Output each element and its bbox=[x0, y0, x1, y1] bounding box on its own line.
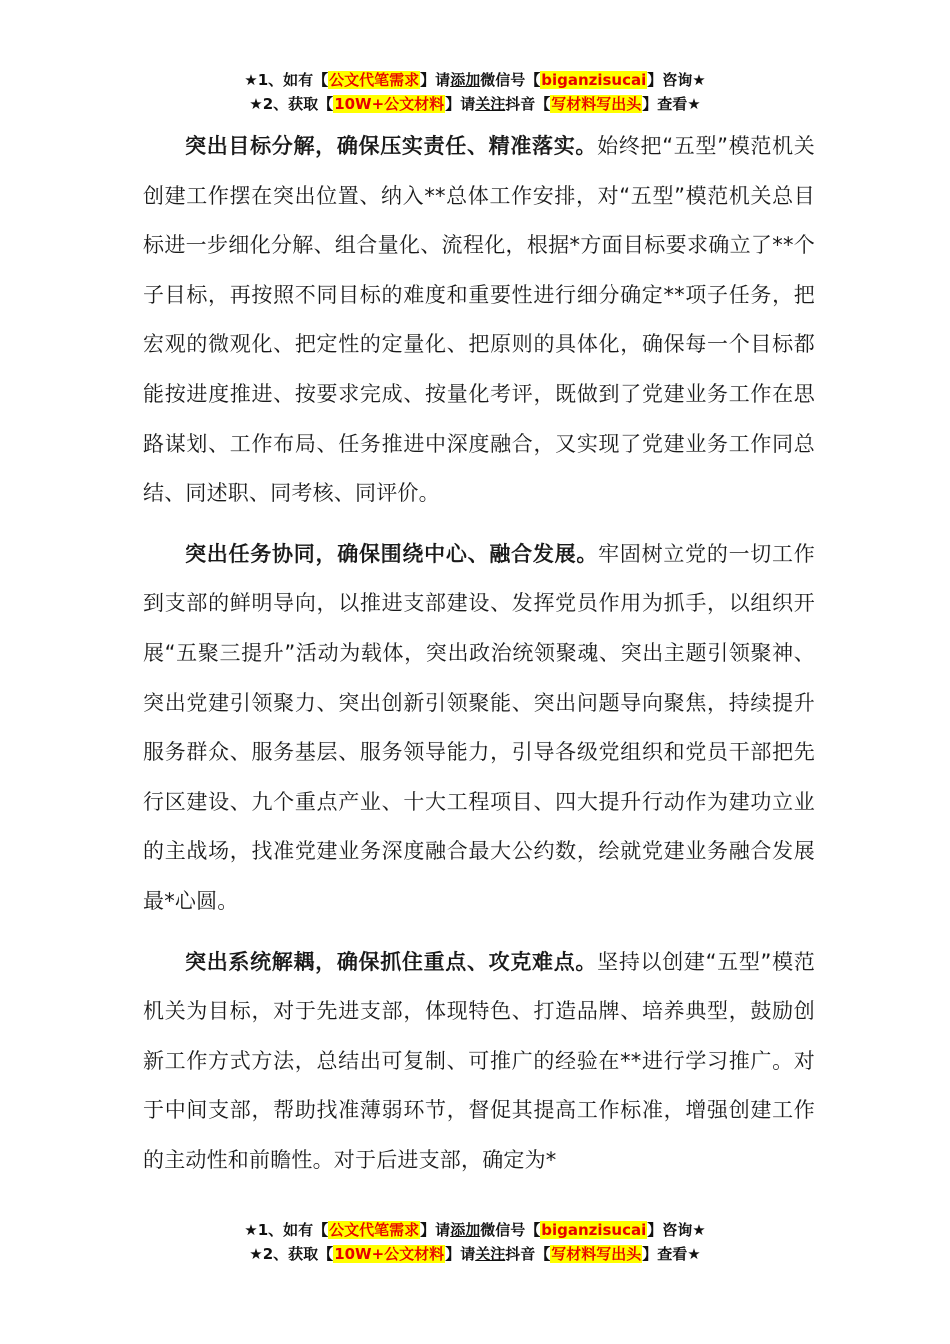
document-body bbox=[143, 122, 815, 1196]
promo-line-2: ★2、获取【10W+公文材料】请关注抖音【写材料写出头】查看★ bbox=[249, 1245, 701, 1263]
promo-line-2: ★2、获取【10W+公文材料】请关注抖音【写材料写出头】查看★ bbox=[249, 95, 701, 113]
promo-banner-bottom bbox=[0, 1218, 950, 1266]
highlight-service: 公文代笔需求 bbox=[329, 1221, 420, 1239]
paragraph-task-coordination bbox=[143, 530, 815, 927]
highlight-douyin: 写材料写出头 bbox=[551, 95, 642, 113]
promo-banner-top bbox=[0, 68, 950, 116]
promo-line-1: ★1、如有【公文代笔需求】请添加微信号【biganzisucai】咨询★ bbox=[244, 1221, 706, 1239]
highlight-materials: 10W+公文材料 bbox=[334, 95, 445, 113]
highlight-service: 公文代笔需求 bbox=[329, 71, 420, 89]
promo-line-1: ★1、如有【公文代笔需求】请添加微信号【biganzisucai】咨询★ bbox=[244, 71, 706, 89]
paragraph-text: 坚持以创建“五型”模范机关为目标，对于先进支部，体现特色、打造品牌、培养典型，鼓励创新工作方式方法，总结出可复制、可推广的经验在**进行学习推广。对于中间支部，帮助找准薄弱环节，督促其提高工作标准，增强创建工作的主动性和前瞻性。对于后进支部，确定为* bbox=[143, 949, 815, 1172]
paragraph-system-decoupling bbox=[143, 938, 815, 1186]
paragraph-goal-breakdown bbox=[143, 122, 815, 519]
paragraph-lead: 突出目标分解，确保压实责任、精准落实。 bbox=[185, 134, 598, 158]
highlight-douyin: 写材料写出头 bbox=[551, 1245, 642, 1263]
highlight-materials: 10W+公文材料 bbox=[334, 1245, 445, 1263]
paragraph-text: 牢固树立党的一切工作到支部的鲜明导向，以推进支部建设、发挥党员作用为抓手，以组织开展“五聚三提升”活动为载体，突出政治统领聚魂、突出主题引领聚神、突出党建引领聚力、突出创新引领聚能、突出问题导向聚焦，持续提升服务群众、服务基层、服务领导能力，引导各级党组织和党员干部把先行区建设、九个重点产业、十大工程项目、四大提升行动作为建功立业的主战场，找准党建业务深度融合最大公约数，绘就党建业务融合发展最*心圆。 bbox=[143, 541, 815, 913]
highlight-wechat-id: biganzisucai bbox=[541, 71, 647, 89]
paragraph-text: 始终把“五型”模范机关创建工作摆在突出位置、纳入**总体工作安排，对“五型”模范机关总目标进一步细化分解、组合量化、流程化，根据*方面目标要求确立了**个子目标，再按照不同目标的难度和重要性进行细分确定**项子任务，把宏观的微观化、把定性的定量化、把原则的具体化，确保每一个目标都能按进度推进、按要求完成、按量化考评，既做到了党建业务工作在思路谋划、工作布局、任务推进中深度融合，又实现了党建业务工作同总结、同述职、同考核、同评价。 bbox=[143, 134, 815, 506]
paragraph-lead: 突出系统解耦，确保抓住重点、攻克难点。 bbox=[185, 949, 598, 974]
highlight-wechat-id: biganzisucai bbox=[541, 1221, 647, 1239]
paragraph-lead: 突出任务协同，确保围绕中心、融合发展。 bbox=[185, 541, 599, 566]
